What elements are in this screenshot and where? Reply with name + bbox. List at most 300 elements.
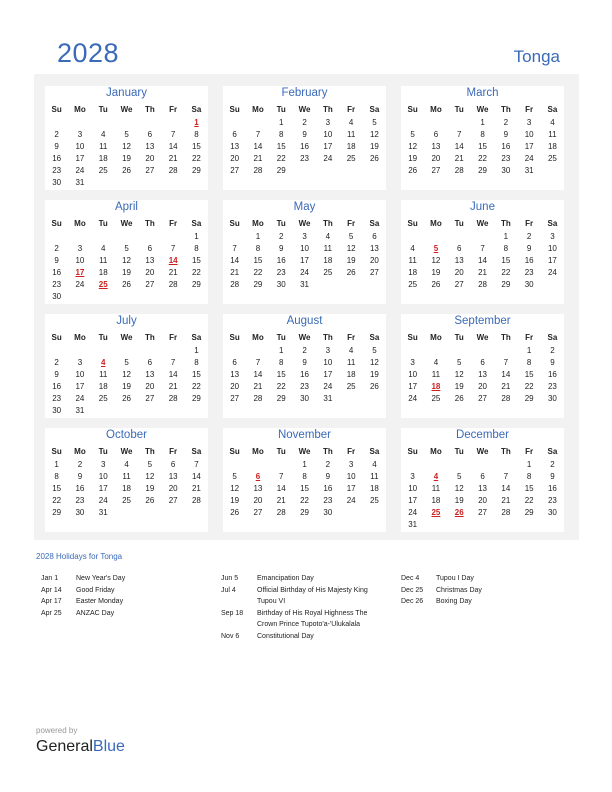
day-cell: 5 xyxy=(147,460,153,469)
holiday-date: Jun 5 xyxy=(221,575,239,582)
weekday-header-row xyxy=(223,218,386,230)
weekday-header: Sa xyxy=(191,219,202,228)
month-name: August xyxy=(286,315,323,327)
day-cell: 3 xyxy=(101,460,106,469)
weekday-header: Fr xyxy=(169,105,178,114)
day-cell: 7 xyxy=(170,130,176,139)
day-cell: 12 xyxy=(454,370,464,379)
month-february xyxy=(223,86,386,190)
weekday-header: Fr xyxy=(347,105,356,114)
day-cell: 26 xyxy=(145,496,155,505)
weekday-header: We xyxy=(298,333,311,342)
day-cell: 17 xyxy=(524,142,534,151)
day-cell: 9 xyxy=(54,370,59,379)
week-row xyxy=(45,153,208,165)
month-april xyxy=(45,200,208,304)
day-cell: 30 xyxy=(524,280,534,289)
day-cell: 26 xyxy=(122,394,131,403)
day-cell: 16 xyxy=(300,370,309,379)
month-name: December xyxy=(455,429,510,441)
weekday-header: Fr xyxy=(169,333,178,342)
holiday-date: Dec 25 xyxy=(401,586,424,594)
day-cell: 27 xyxy=(145,280,155,289)
day-cell: 3 xyxy=(550,232,555,241)
holiday-item xyxy=(41,585,201,597)
day-cell: 16 xyxy=(300,142,309,151)
day-cell: 23 xyxy=(323,496,333,505)
day-cell: 6 xyxy=(232,130,237,139)
weekday-header: Sa xyxy=(369,333,380,342)
weekday-header: Th xyxy=(144,447,155,456)
holiday-name: Good Friday xyxy=(76,586,115,594)
day-cell: 20 xyxy=(145,382,155,391)
week-row xyxy=(223,345,386,357)
day-cell: 23 xyxy=(547,382,557,391)
week-row xyxy=(45,369,208,381)
day-cell: 30 xyxy=(547,394,557,403)
week-row xyxy=(223,117,386,129)
weekday-header: We xyxy=(120,105,133,114)
day-cell: 11 xyxy=(122,472,131,481)
day-cell: 16 xyxy=(323,484,333,493)
day-cell: 23 xyxy=(501,154,511,163)
day-cell: 26 xyxy=(122,166,131,175)
week-row xyxy=(401,471,564,483)
holiday-name: New Year's Day xyxy=(76,575,126,582)
day-cell: 31 xyxy=(75,406,85,415)
day-cell: 11 xyxy=(548,130,557,139)
holiday-date: Apr 14 xyxy=(41,586,62,594)
day-cell: 12 xyxy=(230,484,240,493)
week-row xyxy=(401,381,564,393)
holidays-column xyxy=(401,573,561,608)
month-july xyxy=(45,314,208,418)
day-cell: 28 xyxy=(168,394,178,403)
day-cell: 8 xyxy=(526,472,532,481)
day-cell: 17 xyxy=(346,484,356,493)
week-row xyxy=(401,231,564,243)
day-cell: 21 xyxy=(501,382,511,391)
day-cell: 25 xyxy=(122,496,131,505)
generalblue-logo[interactable] xyxy=(36,738,125,756)
day-cell: 27 xyxy=(253,508,263,517)
day-cell: 28 xyxy=(478,280,487,289)
weekday-header: Mo xyxy=(74,105,86,114)
day-cell: 19 xyxy=(431,268,441,277)
holiday-item xyxy=(221,608,386,631)
month-name: February xyxy=(281,87,328,99)
day-cell: 31 xyxy=(98,508,108,517)
day-cell: 26 xyxy=(431,280,441,289)
day-cell: 30 xyxy=(52,406,62,415)
day-cell: 20 xyxy=(168,484,178,493)
day-cell: 14 xyxy=(276,484,286,493)
week-row xyxy=(401,345,564,357)
day-cell: 30 xyxy=(323,508,333,517)
day-cell: 21 xyxy=(276,496,286,505)
weekday-header: Tu xyxy=(98,447,108,456)
day-cell: 11 xyxy=(99,256,108,265)
day-cell: 5 xyxy=(124,130,129,139)
day-cell: 24 xyxy=(323,382,333,391)
day-cell: 17 xyxy=(547,256,557,265)
holiday-day-cell: 26 xyxy=(454,508,464,517)
day-cell: 10 xyxy=(408,484,418,493)
weekday-header: We xyxy=(476,447,489,456)
weekday-header: Su xyxy=(51,219,62,228)
day-cell: 2 xyxy=(503,118,509,127)
day-cell: 24 xyxy=(300,268,309,277)
day-cell: 29 xyxy=(524,508,534,517)
day-cell: 18 xyxy=(98,154,108,163)
holiday-day-cell: 4 xyxy=(101,358,106,367)
day-cell: 21 xyxy=(253,382,263,391)
day-cell: 19 xyxy=(346,256,356,265)
day-cell: 10 xyxy=(323,358,333,367)
day-cell: 19 xyxy=(122,268,131,277)
day-cell: 18 xyxy=(323,256,333,265)
weekday-header-row xyxy=(45,332,208,344)
weekday-header: We xyxy=(298,219,311,228)
day-cell: 30 xyxy=(547,508,557,517)
day-cell: 22 xyxy=(478,154,487,163)
day-cell: 25 xyxy=(98,166,108,175)
week-row xyxy=(401,357,564,369)
day-cell: 21 xyxy=(253,154,263,163)
weekday-header: Th xyxy=(500,105,511,114)
day-cell: 31 xyxy=(323,394,333,403)
day-cell: 12 xyxy=(431,256,441,265)
day-cell: 11 xyxy=(99,142,108,151)
weekday-header: Sa xyxy=(191,105,202,114)
day-cell: 28 xyxy=(168,166,178,175)
weekday-header: Su xyxy=(407,219,418,228)
week-row xyxy=(223,507,386,519)
day-cell: 8 xyxy=(503,244,509,253)
day-cell: 30 xyxy=(276,280,286,289)
day-cell: 15 xyxy=(191,370,201,379)
day-cell: 20 xyxy=(478,382,487,391)
day-cell: 14 xyxy=(501,370,511,379)
weekday-header-row xyxy=(223,446,386,458)
day-cell: 3 xyxy=(77,358,83,367)
brand-blue: Blue xyxy=(92,738,125,755)
day-cell: 2 xyxy=(77,460,83,469)
holiday-name: Easter Monday xyxy=(76,598,124,605)
weekday-header: Tu xyxy=(454,105,464,114)
day-cell: 14 xyxy=(454,142,464,151)
holiday-item xyxy=(221,573,386,585)
day-cell: 17 xyxy=(408,382,418,391)
day-cell: 11 xyxy=(323,244,332,253)
day-cell: 15 xyxy=(191,142,201,151)
day-cell: 17 xyxy=(75,382,85,391)
weekday-header: Sa xyxy=(191,333,202,342)
weekday-header: We xyxy=(120,447,133,456)
day-cell: 19 xyxy=(454,496,464,505)
day-cell: 20 xyxy=(369,256,379,265)
day-cell: 16 xyxy=(75,484,85,493)
week-row xyxy=(401,117,564,129)
day-cell: 22 xyxy=(191,382,201,391)
weekday-header: Su xyxy=(229,105,240,114)
day-cell: 19 xyxy=(369,142,379,151)
day-cell: 28 xyxy=(191,496,201,505)
day-cell: 26 xyxy=(454,394,464,403)
weekday-header: Fr xyxy=(347,447,356,456)
day-cell: 24 xyxy=(408,508,418,517)
week-row xyxy=(45,255,208,267)
day-cell: 6 xyxy=(433,130,439,139)
week-row xyxy=(45,405,208,417)
day-cell: 27 xyxy=(431,166,441,175)
weekday-header: Mo xyxy=(74,333,86,342)
day-cell: 18 xyxy=(369,484,379,493)
day-cell: 6 xyxy=(232,358,237,367)
month-name: September xyxy=(454,315,511,327)
day-cell: 7 xyxy=(194,460,199,469)
day-cell: 10 xyxy=(524,130,534,139)
day-cell: 6 xyxy=(147,244,153,253)
week-row xyxy=(45,267,208,279)
holiday-date: Jul 4 xyxy=(221,586,236,594)
weekday-header: Sa xyxy=(547,105,558,114)
day-cell: 17 xyxy=(98,484,108,493)
day-cell: 22 xyxy=(191,268,201,277)
weekday-header: Fr xyxy=(347,219,356,228)
day-cell: 15 xyxy=(276,142,286,151)
weekday-header: Mo xyxy=(252,105,264,114)
day-cell: 12 xyxy=(122,370,131,379)
day-cell: 13 xyxy=(145,142,155,151)
weekday-header-row xyxy=(45,218,208,230)
week-row xyxy=(45,129,208,141)
month-may xyxy=(223,200,386,304)
week-row xyxy=(401,507,564,519)
day-cell: 1 xyxy=(279,346,284,355)
holiday-item xyxy=(221,631,386,643)
holiday-day-cell: 18 xyxy=(431,382,441,391)
day-cell: 4 xyxy=(372,460,377,469)
day-cell: 28 xyxy=(454,166,464,175)
day-cell: 14 xyxy=(501,484,511,493)
day-cell: 2 xyxy=(54,358,59,367)
holiday-date: Nov 6 xyxy=(221,632,240,640)
day-cell: 6 xyxy=(480,358,485,367)
day-cell: 30 xyxy=(52,292,62,301)
day-cell: 6 xyxy=(372,232,377,241)
holiday-date: Apr 17 xyxy=(41,598,62,605)
weekday-header: Sa xyxy=(547,447,558,456)
day-cell: 8 xyxy=(302,472,307,481)
holiday-item xyxy=(41,608,201,620)
day-cell: 22 xyxy=(276,154,286,163)
day-cell: 3 xyxy=(410,358,415,367)
day-cell: 1 xyxy=(526,460,532,469)
day-cell: 14 xyxy=(230,256,240,265)
day-cell: 27 xyxy=(369,268,379,277)
week-row xyxy=(45,231,208,243)
day-cell: 12 xyxy=(369,358,379,367)
weekday-header: Tu xyxy=(276,447,286,456)
day-cell: 3 xyxy=(348,460,354,469)
weekday-header: Mo xyxy=(430,447,442,456)
week-row xyxy=(401,165,564,177)
week-row xyxy=(45,507,208,519)
weekday-header: Su xyxy=(51,447,62,456)
weekday-header: Th xyxy=(144,219,155,228)
day-cell: 16 xyxy=(547,370,557,379)
day-cell: 29 xyxy=(524,394,534,403)
weekday-header: Su xyxy=(51,333,62,342)
day-cell: 2 xyxy=(325,460,331,469)
weekday-header: Su xyxy=(407,333,418,342)
weekday-header: Tu xyxy=(454,219,464,228)
day-cell: 6 xyxy=(147,358,153,367)
day-cell: 16 xyxy=(52,154,62,163)
day-cell: 9 xyxy=(302,358,307,367)
day-cell: 16 xyxy=(547,484,557,493)
day-cell: 8 xyxy=(194,130,199,139)
day-cell: 2 xyxy=(279,232,284,241)
day-cell: 11 xyxy=(370,472,379,481)
day-cell: 4 xyxy=(433,358,439,367)
day-cell: 25 xyxy=(431,394,441,403)
month-august xyxy=(223,314,386,418)
day-cell: 21 xyxy=(230,268,240,277)
holiday-name: Birthday of His Royal Highness The Crown Prince Tupoto'a-'Ulukalala xyxy=(257,609,368,628)
day-cell: 19 xyxy=(122,382,131,391)
week-row xyxy=(401,483,564,495)
day-cell: 20 xyxy=(145,154,155,163)
day-cell: 10 xyxy=(323,130,333,139)
day-cell: 13 xyxy=(168,472,178,481)
day-cell: 27 xyxy=(145,166,155,175)
day-cell: 4 xyxy=(325,232,331,241)
month-march xyxy=(401,86,564,190)
day-cell: 17 xyxy=(408,496,418,505)
day-cell: 28 xyxy=(253,394,263,403)
day-cell: 3 xyxy=(77,244,83,253)
day-cell: 15 xyxy=(524,370,534,379)
weekday-header: Fr xyxy=(525,447,534,456)
day-cell: 24 xyxy=(98,496,108,505)
day-cell: 18 xyxy=(122,484,131,493)
week-row xyxy=(45,381,208,393)
weekday-header: Sa xyxy=(547,219,558,228)
week-row xyxy=(45,471,208,483)
week-row xyxy=(45,495,208,507)
holiday-date: Apr 25 xyxy=(41,609,62,617)
day-cell: 29 xyxy=(253,280,263,289)
day-cell: 15 xyxy=(501,256,511,265)
day-cell: 25 xyxy=(323,268,333,277)
day-cell: 27 xyxy=(145,394,155,403)
day-cell: 20 xyxy=(145,268,155,277)
day-cell: 22 xyxy=(52,496,62,505)
day-cell: 25 xyxy=(369,496,379,505)
weekday-header: We xyxy=(476,333,489,342)
day-cell: 24 xyxy=(408,394,418,403)
day-cell: 6 xyxy=(480,472,485,481)
day-cell: 27 xyxy=(230,166,240,175)
day-cell: 7 xyxy=(170,358,176,367)
day-cell: 9 xyxy=(54,256,59,265)
day-cell: 20 xyxy=(230,154,240,163)
week-row xyxy=(223,267,386,279)
weekday-header-row xyxy=(45,446,208,458)
day-cell: 3 xyxy=(325,346,331,355)
day-cell: 1 xyxy=(194,346,199,355)
day-cell: 27 xyxy=(478,508,487,517)
month-december xyxy=(401,428,564,532)
day-cell: 13 xyxy=(454,256,464,265)
day-cell: 17 xyxy=(75,154,85,163)
day-cell: 20 xyxy=(230,382,240,391)
week-row xyxy=(223,369,386,381)
day-cell: 1 xyxy=(194,232,199,241)
day-cell: 29 xyxy=(300,508,309,517)
day-cell: 8 xyxy=(194,358,199,367)
day-cell: 10 xyxy=(75,370,85,379)
weekday-header: We xyxy=(476,105,489,114)
week-row xyxy=(223,231,386,243)
day-cell: 14 xyxy=(478,256,487,265)
weekday-header: Mo xyxy=(252,447,264,456)
holiday-name: Constitutional Day xyxy=(257,632,314,640)
day-cell: 27 xyxy=(168,496,178,505)
day-cell: 8 xyxy=(526,358,532,367)
weekday-header: Mo xyxy=(252,333,264,342)
week-row xyxy=(45,459,208,471)
day-cell: 10 xyxy=(75,142,85,151)
weekday-header: Mo xyxy=(252,219,264,228)
weekday-header: Th xyxy=(322,333,333,342)
day-cell: 29 xyxy=(276,166,286,175)
month-january xyxy=(45,86,208,190)
day-cell: 5 xyxy=(124,358,129,367)
day-cell: 7 xyxy=(255,358,261,367)
day-cell: 30 xyxy=(300,394,309,403)
day-cell: 19 xyxy=(122,154,131,163)
day-cell: 11 xyxy=(99,370,108,379)
day-cell: 7 xyxy=(255,130,261,139)
day-cell: 23 xyxy=(52,394,62,403)
day-cell: 3 xyxy=(77,130,83,139)
day-cell: 24 xyxy=(75,166,85,175)
day-cell: 18 xyxy=(98,382,108,391)
month-october xyxy=(45,428,208,532)
day-cell: 9 xyxy=(325,472,331,481)
day-cell: 28 xyxy=(501,508,511,517)
day-cell: 4 xyxy=(124,460,129,469)
day-cell: 3 xyxy=(526,118,532,127)
day-cell: 23 xyxy=(524,268,534,277)
weekday-header: Sa xyxy=(191,447,202,456)
week-row xyxy=(45,141,208,153)
day-cell: 5 xyxy=(124,244,129,253)
day-cell: 13 xyxy=(230,370,240,379)
weekday-header: Mo xyxy=(430,219,442,228)
week-row xyxy=(401,267,564,279)
weekday-header: We xyxy=(298,105,311,114)
day-cell: 18 xyxy=(547,142,557,151)
day-cell: 13 xyxy=(145,370,155,379)
day-cell: 22 xyxy=(276,382,286,391)
day-cell: 23 xyxy=(300,154,309,163)
day-cell: 22 xyxy=(300,496,309,505)
weekday-header: We xyxy=(120,219,133,228)
